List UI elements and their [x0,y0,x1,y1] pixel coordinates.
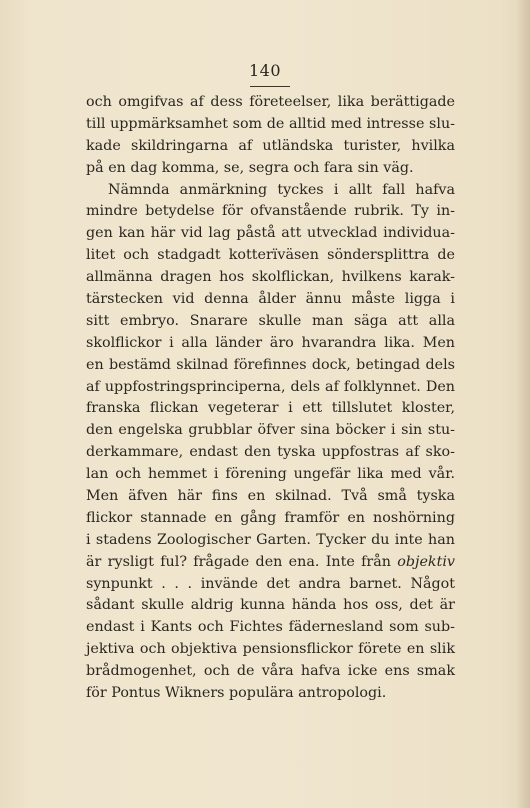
text-line [86,661,455,683]
text-line [86,639,455,661]
text-line-content: litet och stadgadt kotterïväsen söndersplittra de [86,247,455,264]
text-line [86,114,455,136]
text-line-content: Nämnda anmärkning tyckes i allt fall hafva [108,181,455,198]
text-line [86,420,455,442]
text-line-content: är rysligt ful? frågade den ena. Inte från [86,553,391,570]
text-line-content: den engelska grubblar öfver sina böcker i sin stu- [86,422,455,439]
page-edge-shadow [516,0,530,808]
text-line [86,617,455,639]
text-line-content: en bestämd skilnad förefinnes dock, betingad dels [86,356,455,373]
text-line-content: till uppmärksamhet som de alltid med intresse slu- [86,115,455,132]
text-line [86,311,455,333]
text-line-content: allmänna dragen hos skolflickan, hvilkens karak- [86,269,455,286]
text-line [86,377,455,399]
text-line-content: jektiva och objektiva pensionsflickor förete en slik [86,641,455,658]
text-line [86,552,455,574]
text-line-content: för Pontus Wikners populära antropologi. [86,685,387,702]
text-line [86,245,455,267]
text-line [86,136,455,158]
text-line [86,595,455,617]
text-line-content: brådmogenhet, och de våra hafva icke ens smak [86,663,455,680]
text-line [86,158,455,180]
text-line [86,486,455,508]
text-line [86,355,455,377]
text-line [86,223,455,245]
text-line-content: derkammare, endast den tyska uppfostras af sko- [86,444,455,461]
text-line-content: skolflickor i alla länder äro hvarandra lika. Men [86,334,455,351]
text-line [86,289,455,311]
page-number-rule [250,86,290,87]
text-line-content: i stadens Zoologischer Garten. Tycker du inte han [86,531,455,548]
text-line-content: kade skildringarna af utländska turister, hvilka [86,137,455,154]
emphasized-word: objektiv [397,553,455,570]
text-line-content: sitt embryo. Snarare skulle man säga att alla [86,312,455,329]
text-line [86,333,455,355]
text-line [86,574,455,596]
text-line [86,442,455,464]
text-line-content: tärstecken vid denna ålder ännu måste ligga i [86,291,455,308]
text-line-content: gen kan här vid lag påstå att utvecklad individua- [86,225,455,242]
text-line [86,464,455,486]
text-line [86,180,455,202]
text-line [86,92,455,114]
text-line-content: synpunkt . . . invände det andra barnet. Något [86,575,455,592]
text-line [86,267,455,289]
text-line-content: och omgifvas af dess företeelser, lika berättigade [86,94,455,110]
text-line-content: flickor stannade en gång framför en noshörning [86,509,455,526]
text-line [86,398,455,420]
text-line-content: endast i Kants och Fichtes fädernesland som sub- [86,619,455,636]
page-number: 140 [248,61,282,80]
text-line-content: sådant skulle aldrig kunna hända hos oss, det är [86,597,455,614]
text-line [86,530,455,552]
text-line-content: på en dag komma, se, segra och fara sin väg. [86,159,414,176]
text-line-content: mindre betydelse för ofvanstående rubrik. Ty in- [86,203,455,220]
text-line [86,508,455,530]
body-text [86,92,455,705]
text-line [86,683,455,705]
text-line-content: lan och hemmet i förening ungefär lika med vår. [86,466,455,483]
text-line-content: franska flickan vegeterar i ett tillslutet kloster, [86,400,455,417]
text-line-content: Men äfven här fins en skilnad. Två små tyska [86,488,455,505]
text-line-content: af uppfostringsprinciperna, dels af folklynnet. Den [86,378,455,395]
text-line [86,201,455,223]
